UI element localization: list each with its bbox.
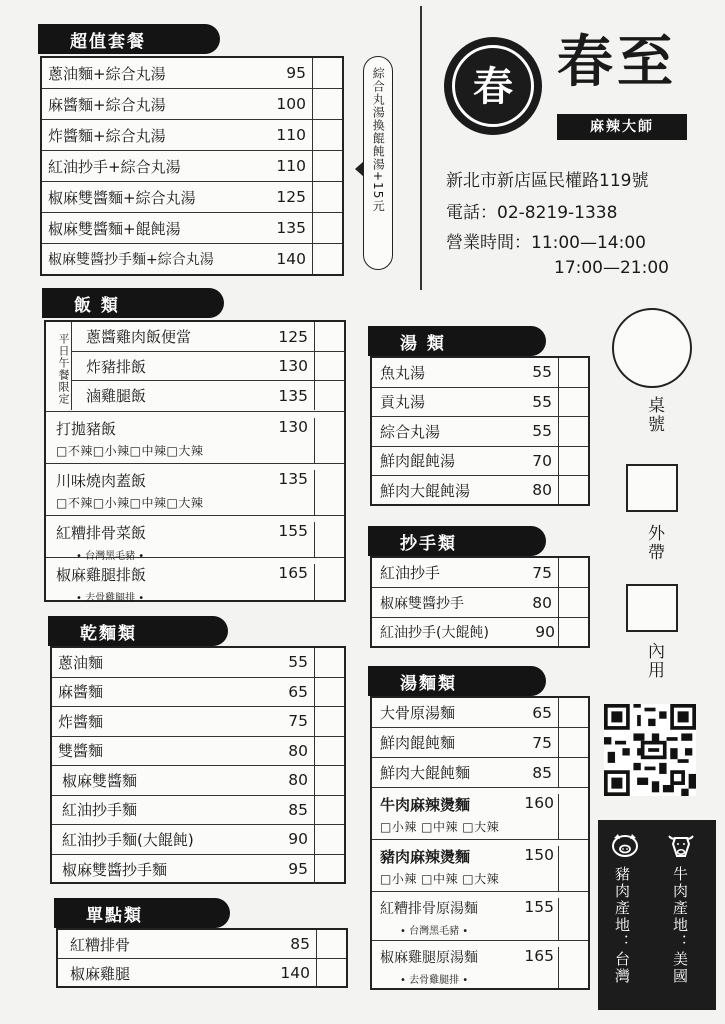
qty-box[interactable] <box>312 58 342 88</box>
qty-box[interactable] <box>558 358 588 387</box>
qty-box[interactable] <box>558 588 588 617</box>
takeout-label: 外帶 <box>644 524 664 562</box>
qty-box[interactable] <box>558 947 588 988</box>
table-row[interactable] <box>372 417 588 447</box>
soup-title: 湯 類 <box>368 326 546 356</box>
qty-box[interactable] <box>314 522 344 557</box>
table-row[interactable] <box>372 388 588 418</box>
item-name-text: 牛肉麻辣燙麵 <box>380 796 471 814</box>
wonton-table <box>370 556 590 648</box>
item-name: 椒麻雙醬抄手麵+綜合丸湯 <box>48 252 214 268</box>
table-row[interactable] <box>372 558 588 588</box>
table-row[interactable] <box>58 959 346 987</box>
weekday-label: 平日午餐限定 <box>46 322 72 410</box>
item-price: 75 <box>532 733 552 752</box>
cow-icon <box>666 832 696 858</box>
item-price: 65 <box>532 703 552 722</box>
item-note: • 台灣黑毛豬 • <box>76 551 145 562</box>
item-price: 155 <box>278 522 308 540</box>
item-name: 麻醬麵 <box>58 683 104 702</box>
qty-box[interactable] <box>314 648 344 677</box>
item-price: 80 <box>288 771 308 790</box>
rice-table <box>44 320 346 602</box>
table-row[interactable] <box>46 558 344 604</box>
item-name-text: 椒麻雞腿原湯麵 <box>380 950 478 966</box>
spice-options[interactable]: □小辣 □中辣 □大辣 <box>380 872 500 886</box>
item-name: 雙醬麵 <box>58 742 104 761</box>
table-row[interactable] <box>52 707 344 737</box>
item-price: 125 <box>276 188 306 206</box>
qty-box[interactable] <box>316 959 346 987</box>
item-price: 160 <box>524 794 554 812</box>
beef-origin: 牛肉產地：美國 <box>671 866 689 985</box>
sets-table <box>40 56 344 276</box>
item-name: 椒麻雙醬麵 <box>62 771 138 790</box>
table-row[interactable] <box>42 89 342 120</box>
table-row[interactable] <box>372 840 588 892</box>
qty-box[interactable] <box>558 698 588 727</box>
arrow-left-icon <box>355 161 364 177</box>
single-title: 單點類 <box>54 898 230 928</box>
item-name: 椒麻雙醬麵+綜合丸湯 <box>48 188 196 207</box>
phone: 電話：02-8219-1338 <box>446 203 618 223</box>
item-name: 炸醬麵+綜合丸湯 <box>48 126 166 145</box>
item-price: 80 <box>532 481 552 499</box>
table-number-label: 桌號 <box>644 396 664 434</box>
item-name: 椒麻雙醬抄手麵 <box>62 860 168 879</box>
qty-box[interactable] <box>314 825 344 854</box>
qty-box[interactable] <box>312 120 342 150</box>
qty-box[interactable] <box>558 898 588 940</box>
wonton-title: 抄手類 <box>368 526 546 556</box>
pork-origin: 豬肉產地：台灣 <box>613 866 631 985</box>
qty-box[interactable] <box>314 678 344 707</box>
item-name: 紅糟排骨 <box>70 935 131 954</box>
item-price: 55 <box>532 392 552 411</box>
item-name: 蔥醬雞肉飯便當 <box>86 328 192 346</box>
table-row[interactable] <box>42 244 342 274</box>
dinein-checkbox[interactable] <box>626 584 678 632</box>
qty-box[interactable] <box>558 558 588 587</box>
item-name: 大骨原湯麵 <box>380 704 456 722</box>
item-name: 鮮肉餛飩麵 <box>380 734 456 752</box>
item-name: 紅油抄手麵(大餛飩) <box>62 830 194 849</box>
item-price: 80 <box>532 593 552 612</box>
table-row[interactable] <box>372 892 588 941</box>
soup-noodles-title: 湯麵類 <box>368 666 546 696</box>
item-price: 55 <box>532 422 552 441</box>
qty-box[interactable] <box>314 322 344 351</box>
item-price: 110 <box>276 157 306 175</box>
qty-box[interactable] <box>558 417 588 446</box>
item-name-text: 紅糟排骨原湯麵 <box>380 901 478 917</box>
item-price: 130 <box>278 357 308 375</box>
qty-box[interactable] <box>312 182 342 212</box>
table-row[interactable] <box>46 412 344 464</box>
item-name: 紅油抄手+綜合丸湯 <box>48 157 181 176</box>
table-row[interactable] <box>372 788 588 840</box>
table-row[interactable] <box>372 698 588 728</box>
item-note: • 台灣黑毛豬 • <box>400 926 469 937</box>
table-number-field[interactable] <box>612 308 692 388</box>
dry-noodles-table <box>50 646 346 884</box>
qty-box[interactable] <box>314 766 344 795</box>
takeout-checkbox[interactable] <box>626 464 678 512</box>
qty-box[interactable] <box>558 618 588 646</box>
item-name: 椒麻雙醬麵+餛飩湯 <box>48 219 181 238</box>
soup-noodles-table <box>370 696 590 990</box>
qty-box[interactable] <box>314 855 344 884</box>
item-price: 95 <box>288 860 308 878</box>
divider <box>420 6 422 290</box>
item-name: 鮮肉大餛飩麵 <box>380 764 471 782</box>
table-row[interactable] <box>52 648 344 678</box>
item-price: 80 <box>288 741 308 760</box>
item-name <box>372 794 520 835</box>
item-price: 75 <box>532 563 552 582</box>
item-name: 鮮肉餛飩湯 <box>380 452 456 471</box>
item-price: 65 <box>288 682 308 701</box>
table-row[interactable] <box>46 464 344 516</box>
table-row[interactable] <box>52 855 344 884</box>
item-price: 165 <box>524 947 554 965</box>
table-row[interactable] <box>372 476 588 504</box>
item-price: 85 <box>288 800 308 819</box>
origin-panel <box>598 820 716 1010</box>
item-note: • 去骨雞腿排 • <box>76 593 145 604</box>
table-row[interactable] <box>372 941 588 988</box>
item-name-text: 川味燒肉蓋飯 <box>56 472 147 490</box>
qty-box[interactable] <box>314 707 344 736</box>
hours-evening: 17:00—21:00 <box>554 258 669 278</box>
brand-logo <box>444 37 542 135</box>
item-price: 130 <box>278 418 308 436</box>
item-price: 110 <box>276 126 306 144</box>
table-row[interactable] <box>42 182 342 213</box>
table-row[interactable] <box>42 213 342 244</box>
item-note: • 去骨雞腿排 • <box>400 975 469 986</box>
item-name: 麻醬麵+綜合丸湯 <box>48 95 166 114</box>
weekday-block <box>46 322 344 412</box>
table-row[interactable] <box>52 766 344 796</box>
item-price: 75 <box>288 712 308 731</box>
swap-note <box>363 56 393 270</box>
qty-box[interactable] <box>312 244 342 274</box>
table-row[interactable] <box>372 618 588 646</box>
item-price: 150 <box>524 846 554 864</box>
item-name: 炸豬排飯 <box>86 357 147 376</box>
qr-code[interactable] <box>604 704 696 796</box>
item-name: 鮮肉大餛飩湯 <box>380 481 471 500</box>
qty-box[interactable] <box>312 151 342 181</box>
table-row[interactable] <box>372 728 588 758</box>
item-name <box>46 522 264 562</box>
item-name: 椒麻雙醬抄手 <box>380 595 464 612</box>
item-name: 蔥油麵 <box>58 653 104 672</box>
item-name <box>372 947 520 986</box>
item-name: 滷雞腿飯 <box>86 387 147 405</box>
spice-options[interactable]: □不辣□小辣□中辣□大辣 <box>56 496 204 510</box>
item-name-text: 打拋豬飯 <box>56 420 117 438</box>
spice-options[interactable]: □小辣 □中辣 □大辣 <box>380 820 500 834</box>
single-table <box>56 928 348 988</box>
item-name: 貢丸湯 <box>380 393 426 412</box>
qty-box[interactable] <box>314 737 344 766</box>
item-price: 165 <box>278 564 308 582</box>
item-price: 100 <box>276 95 306 113</box>
item-price: 135 <box>278 386 308 405</box>
table-row[interactable] <box>372 758 588 788</box>
spice-options[interactable]: □不辣□小辣□中辣□大辣 <box>56 444 204 458</box>
qty-box[interactable] <box>312 89 342 119</box>
table-row[interactable] <box>372 358 588 388</box>
item-name <box>46 564 264 604</box>
item-name <box>46 470 264 511</box>
table-row[interactable] <box>42 151 342 182</box>
item-name: 紅油抄手麵 <box>62 801 138 820</box>
address: 新北市新店區民權路119號 <box>446 171 649 191</box>
qty-box[interactable] <box>314 796 344 825</box>
item-price: 140 <box>280 964 310 982</box>
table-row[interactable] <box>372 447 588 477</box>
qty-box[interactable] <box>314 564 344 600</box>
qty-box[interactable] <box>312 213 342 243</box>
item-price: 55 <box>532 363 552 382</box>
sets-title: 超值套餐 <box>38 24 220 54</box>
item-price: 85 <box>532 763 552 782</box>
qty-box[interactable] <box>316 930 346 958</box>
item-name: 魚丸湯 <box>380 363 426 382</box>
qty-box[interactable] <box>558 794 588 839</box>
item-price: 135 <box>278 470 308 488</box>
item-name <box>372 846 520 887</box>
qty-box[interactable] <box>558 476 588 504</box>
item-price: 95 <box>286 64 306 82</box>
qty-box[interactable] <box>314 418 344 463</box>
pig-icon <box>610 832 640 858</box>
table-row[interactable] <box>42 58 342 89</box>
item-name: 紅油抄手(大餛飩) <box>380 625 489 641</box>
table-row[interactable] <box>52 825 344 855</box>
item-name-text: 豬肉麻辣燙麵 <box>380 848 471 866</box>
item-name-text: 椒麻雞腿排飯 <box>56 566 147 584</box>
hours: 營業時間：11:00—14:00 <box>446 233 646 253</box>
item-price: 90 <box>535 623 555 641</box>
table-row[interactable] <box>72 381 344 410</box>
item-name <box>46 418 264 459</box>
qty-box[interactable] <box>558 846 588 891</box>
item-price: 90 <box>288 830 308 849</box>
item-price: 135 <box>276 219 306 237</box>
qty-box[interactable] <box>314 352 344 380</box>
table-row[interactable] <box>46 516 344 562</box>
item-name: 蔥油麵+綜合丸湯 <box>48 64 166 83</box>
table-row[interactable] <box>42 120 342 151</box>
soup-table <box>370 356 590 506</box>
dry-noodles-title: 乾麵類 <box>48 616 228 646</box>
item-name: 紅油抄手 <box>380 564 441 582</box>
item-price: 70 <box>532 451 552 470</box>
item-name: 綜合丸湯 <box>380 422 441 441</box>
brand-name: 春至 <box>557 29 677 95</box>
table-row[interactable] <box>52 678 344 708</box>
item-name-text: 紅糟排骨菜飯 <box>56 524 147 542</box>
item-price: 140 <box>276 250 306 268</box>
qty-box[interactable] <box>314 470 344 515</box>
logo-char: 春 <box>473 63 513 110</box>
item-name <box>372 898 520 937</box>
qr-code-icon <box>604 704 696 796</box>
item-price: 55 <box>288 653 308 672</box>
item-price: 125 <box>278 327 308 346</box>
qty-box[interactable] <box>558 447 588 476</box>
table-row[interactable] <box>372 588 588 618</box>
qty-box[interactable] <box>558 758 588 787</box>
dinein-label: 內用 <box>644 642 664 680</box>
table-row[interactable] <box>58 930 346 959</box>
table-row[interactable] <box>52 796 344 826</box>
qty-box[interactable] <box>314 381 344 410</box>
table-row[interactable] <box>72 352 344 381</box>
item-price: 85 <box>290 935 310 953</box>
swap-note-text: 綜合丸湯換餛飩湯+15元 <box>371 67 386 213</box>
item-name: 椒麻雞腿 <box>70 964 131 983</box>
qty-box[interactable] <box>558 388 588 417</box>
table-row[interactable] <box>52 737 344 767</box>
brand-subtitle: 麻辣大師 <box>557 114 687 140</box>
table-row[interactable] <box>72 322 344 352</box>
rice-title: 飯 類 <box>42 288 224 318</box>
item-price: 155 <box>524 898 554 916</box>
item-name: 炸醬麵 <box>58 712 104 731</box>
qty-box[interactable] <box>558 728 588 757</box>
